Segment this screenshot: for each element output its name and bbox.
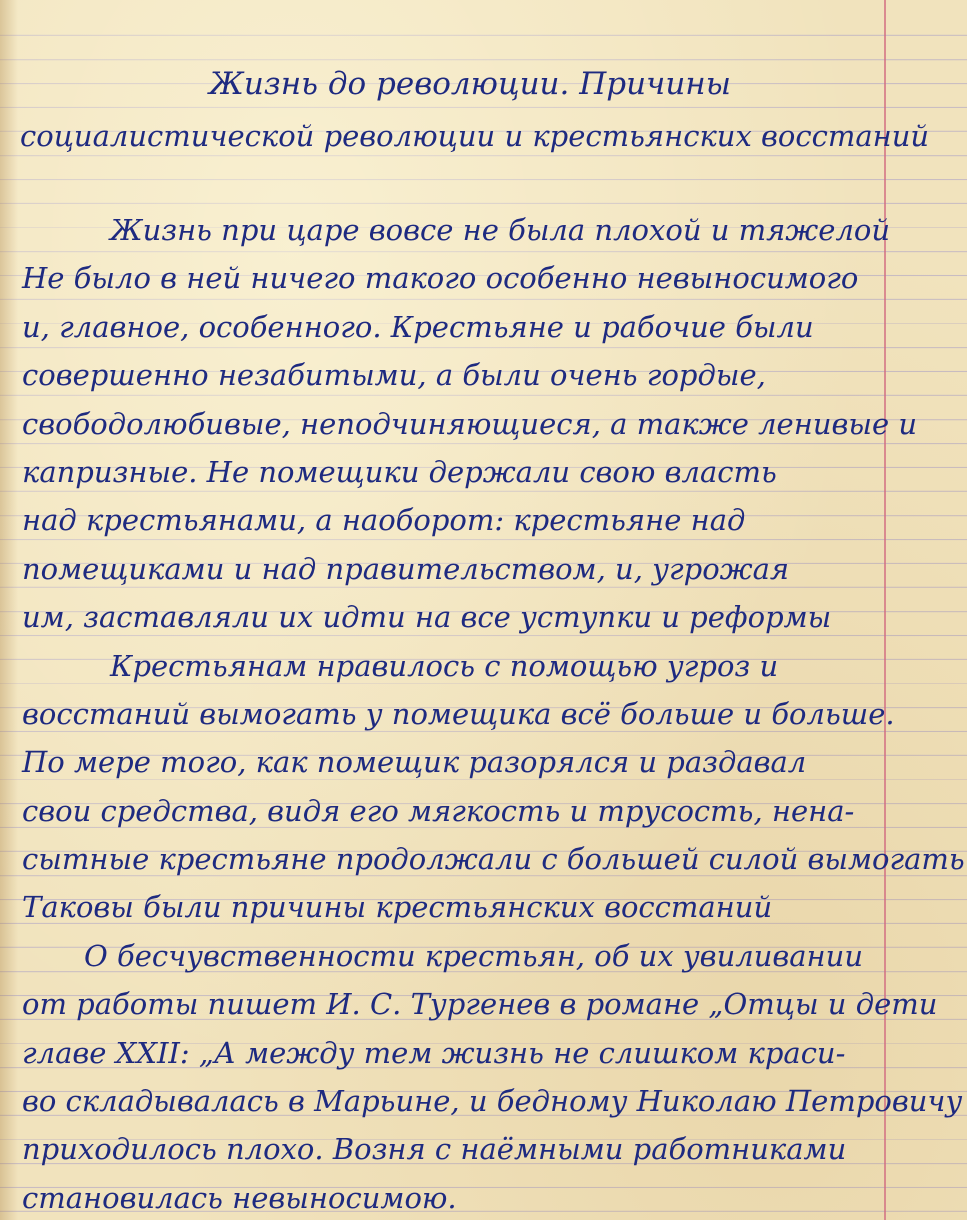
paper-edge-shade (0, 0, 18, 1220)
essay-line: во складывалась в Марьине, и бедному Николаю Петровичу (22, 1084, 963, 1119)
essay-line: свои средства, видя его мягкость и трусость, нена- (22, 793, 855, 828)
essay-line: им, заставляли их идти на все уступки и реформы (22, 600, 832, 635)
essay-title-line-1: Жизнь до революции. Причины (209, 66, 731, 102)
essay-line: О бесчувственности крестьян, об их увиливании (84, 938, 864, 973)
essay-line: Жизнь при царе вовсе не была плохой и тяжелой (110, 213, 891, 247)
essay-body (22, 206, 965, 1220)
essay-line: становилась невыносимою. (22, 1180, 457, 1215)
essay-line: свободолюбивые, неподчиняющиеся, а также ленивые и (22, 406, 918, 441)
essay-line: Крестьянам нравилось с помощью угроз и (110, 648, 779, 683)
essay-line: приходилось плохо. Возня с наёмными работниками (22, 1132, 847, 1167)
essay-line: капризные. Не помещики держали свою власть (22, 454, 777, 489)
essay-line: главе XXII: „А между тем жизнь не слишком краси- (22, 1035, 846, 1070)
essay-line: Не было в ней ничего такого особенно невыносимого (22, 261, 859, 296)
essay-line: сытные крестьяне продолжали с большей силой вымогать (22, 842, 965, 877)
essay-line: от работы пишет И. С. Тургенев в романе „Отцы и дети (22, 987, 938, 1022)
essay-line: совершенно незабитыми, а были очень гордые, (22, 358, 766, 393)
essay-title-line-2: социалистической революции и крестьянских восстаний (20, 119, 930, 153)
essay-line: над крестьянами, а наоборот: крестьяне над (22, 503, 746, 538)
essay-line: восстаний вымогать у помещика всё больше и больше. (22, 696, 895, 731)
essay-line: и, главное, особенного. Крестьяне и рабочие были (22, 309, 814, 344)
essay-line: помещиками и над правительством, и, угрожая (22, 551, 790, 586)
essay-line: Таковы были причины крестьянских восстаний (22, 890, 773, 925)
essay-line: По мере того, как помещик разорялся и раздавал (22, 745, 807, 780)
